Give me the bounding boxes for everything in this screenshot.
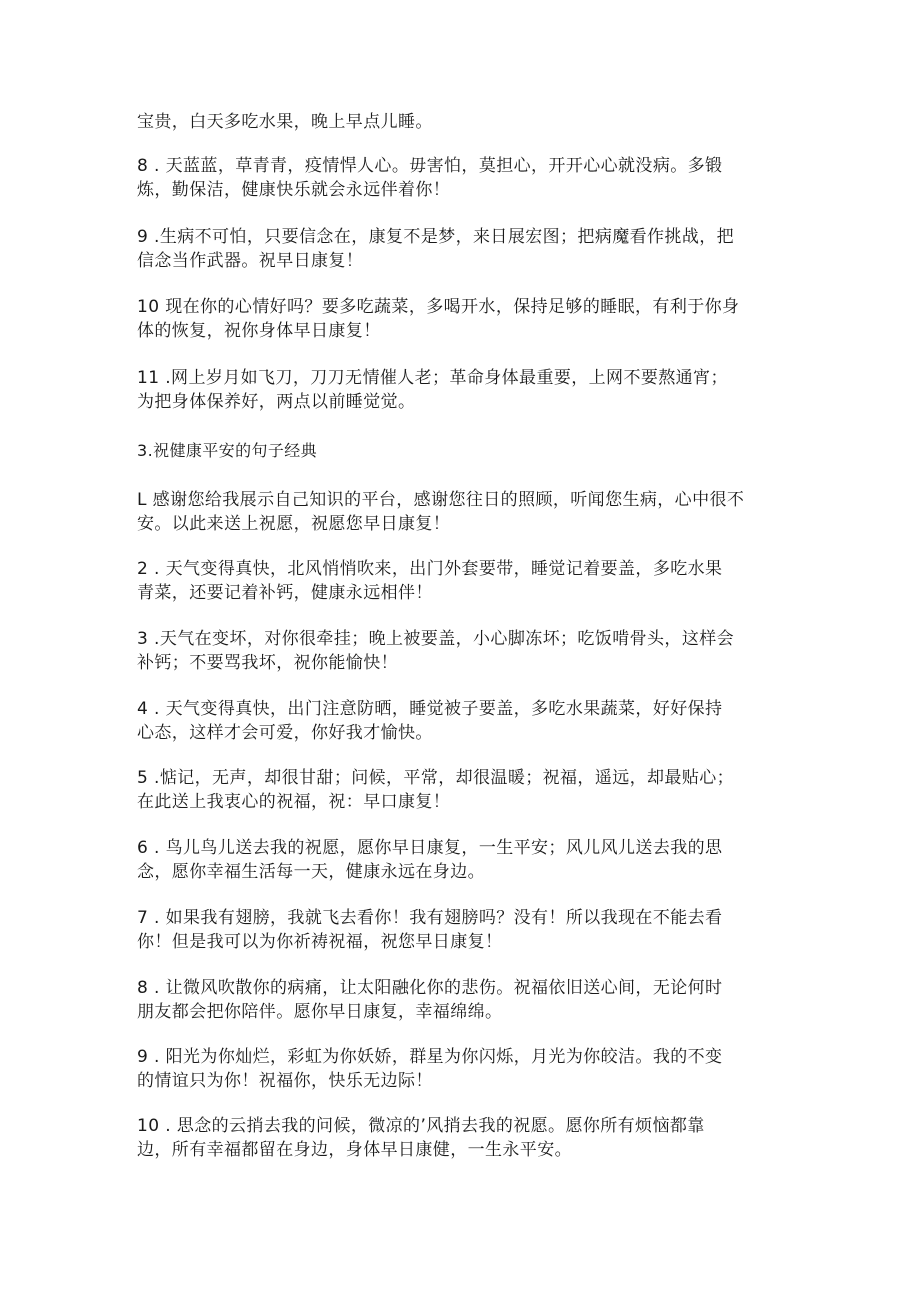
text-line: 边，所有幸福都留在身边，身体早日康健，一生永平安。 (137, 1140, 572, 1160)
text-line: 炼，勤保洁，健康快乐就会永远伴着你！ (137, 180, 451, 200)
text-line: 10 . 思念的云捎去我的问候，微凉的’风捎去我的祝愿。愿你所有烦恼都靠 (137, 1116, 705, 1136)
paragraph-item-8 (137, 154, 797, 202)
text-line: 你！但是我可以为你祈祷祝福，祝您早日康复！ (137, 932, 503, 952)
text-line: 信念当作武器。祝早日康复！ (137, 251, 364, 271)
paragraph-item-10b (137, 1114, 797, 1162)
text-line: 6 . 鸟儿鸟儿送去我的祝愿，愿你早日康复，一生平安；风儿风儿送去我的思 (137, 838, 723, 858)
text-line: 安。以此来送上祝愿，祝愿您早日康复！ (137, 514, 451, 534)
paragraph-item-6 (137, 836, 797, 884)
paragraph-item-8b (137, 976, 797, 1024)
text-line: L 感谢您给我展示自己知识的平台，感谢您往日的照顾，听闻您生病，心中很不 (137, 490, 745, 510)
heading-text: 3.祝健康平安的句子经典 (137, 441, 318, 460)
text-line: 青菜，还要记着补钙，健康永远相伴！ (137, 583, 433, 603)
paragraph-item-10 (137, 295, 797, 343)
text-line: 体的恢复，祝你身体早日康复！ (137, 321, 381, 341)
text-line: 宝贵，白天多吃水果，晚上早点儿睡。 (137, 112, 433, 132)
section-heading (137, 439, 797, 463)
paragraph-item-2 (137, 557, 797, 605)
paragraph-item-9b (137, 1045, 797, 1093)
text-line: 4 . 天气变得真快，出门注意防晒，睡觉被子要盖，多吃水果蔬菜，好好保持 (137, 699, 723, 719)
text-line: 5 .惦记，无声，却很甘甜；问候，平常，却很温暖；祝福，遥远，却最贴心； (137, 768, 735, 788)
text-line: 朋友都会把你陪伴。愿你早日康复，幸福绵绵。 (137, 1002, 503, 1022)
text-line: 为把身体保养好，两点以前睡觉觉。 (137, 392, 416, 412)
text-line: 9 . 阳光为你灿烂，彩虹为你妖娇，群星为你闪烁，月光为你皎洁。我的不变 (137, 1047, 723, 1067)
text-line: 9 .生病不可怕，只要信念在，康复不是梦，来日展宏图；把病魔看作挑战，把 (137, 227, 735, 247)
paragraph-item-11 (137, 366, 797, 414)
text-line: 心态，这样才会可爱，你好我才愉快。 (137, 723, 433, 743)
text-line: 7 . 如果我有翅膀，我就飞去看你！我有翅膀吗？没有！所以我现在不能去看 (137, 908, 723, 928)
text-line: 念，愿你幸福生活每一天，健康永远在身边。 (137, 862, 485, 882)
text-line: 补钙；不要骂我坏，祝你能愉快！ (137, 653, 398, 673)
paragraph-item-7 (137, 906, 797, 954)
text-line: 8 . 让微风吹散你的病痛，让太阳融化你的悲伤。祝福依旧送心间，无论何时 (137, 978, 723, 998)
text-line: 11 .网上岁月如飞刀，刀刀无情催人老；革命身体最重要，上网不要熬通宵； (137, 368, 728, 388)
paragraph-item-5 (137, 766, 797, 814)
text-line: 在此送上我衷心的祝福，祝：早口康复！ (137, 792, 451, 812)
text-line: 3 .天气在变坏，对你很牵挂；晚上被要盖，小心脚冻坏；吃饭啃骨头，这样会 (137, 629, 735, 649)
text-line: 8 . 天蓝蓝，草青青，疫情悍人心。毋害怕，莫担心，开开心心就没病。多锻 (137, 156, 723, 176)
paragraph-item-1 (137, 488, 797, 536)
text-line: 2 . 天气变得真快，北风悄悄吹来，出门外套要带，睡觉记着要盖，多吃水果 (137, 559, 723, 579)
paragraph-item-3 (137, 627, 797, 675)
paragraph-item-4 (137, 697, 797, 745)
paragraph-item-9 (137, 225, 797, 273)
text-line: 的情谊只为你！祝福你，快乐无边际！ (137, 1071, 433, 1091)
paragraph-intro-tail (137, 110, 797, 134)
text-line: 10 现在你的心情好吗？要多吃蔬菜，多喝开水，保持足够的睡眠，有利于你身 (137, 297, 740, 317)
